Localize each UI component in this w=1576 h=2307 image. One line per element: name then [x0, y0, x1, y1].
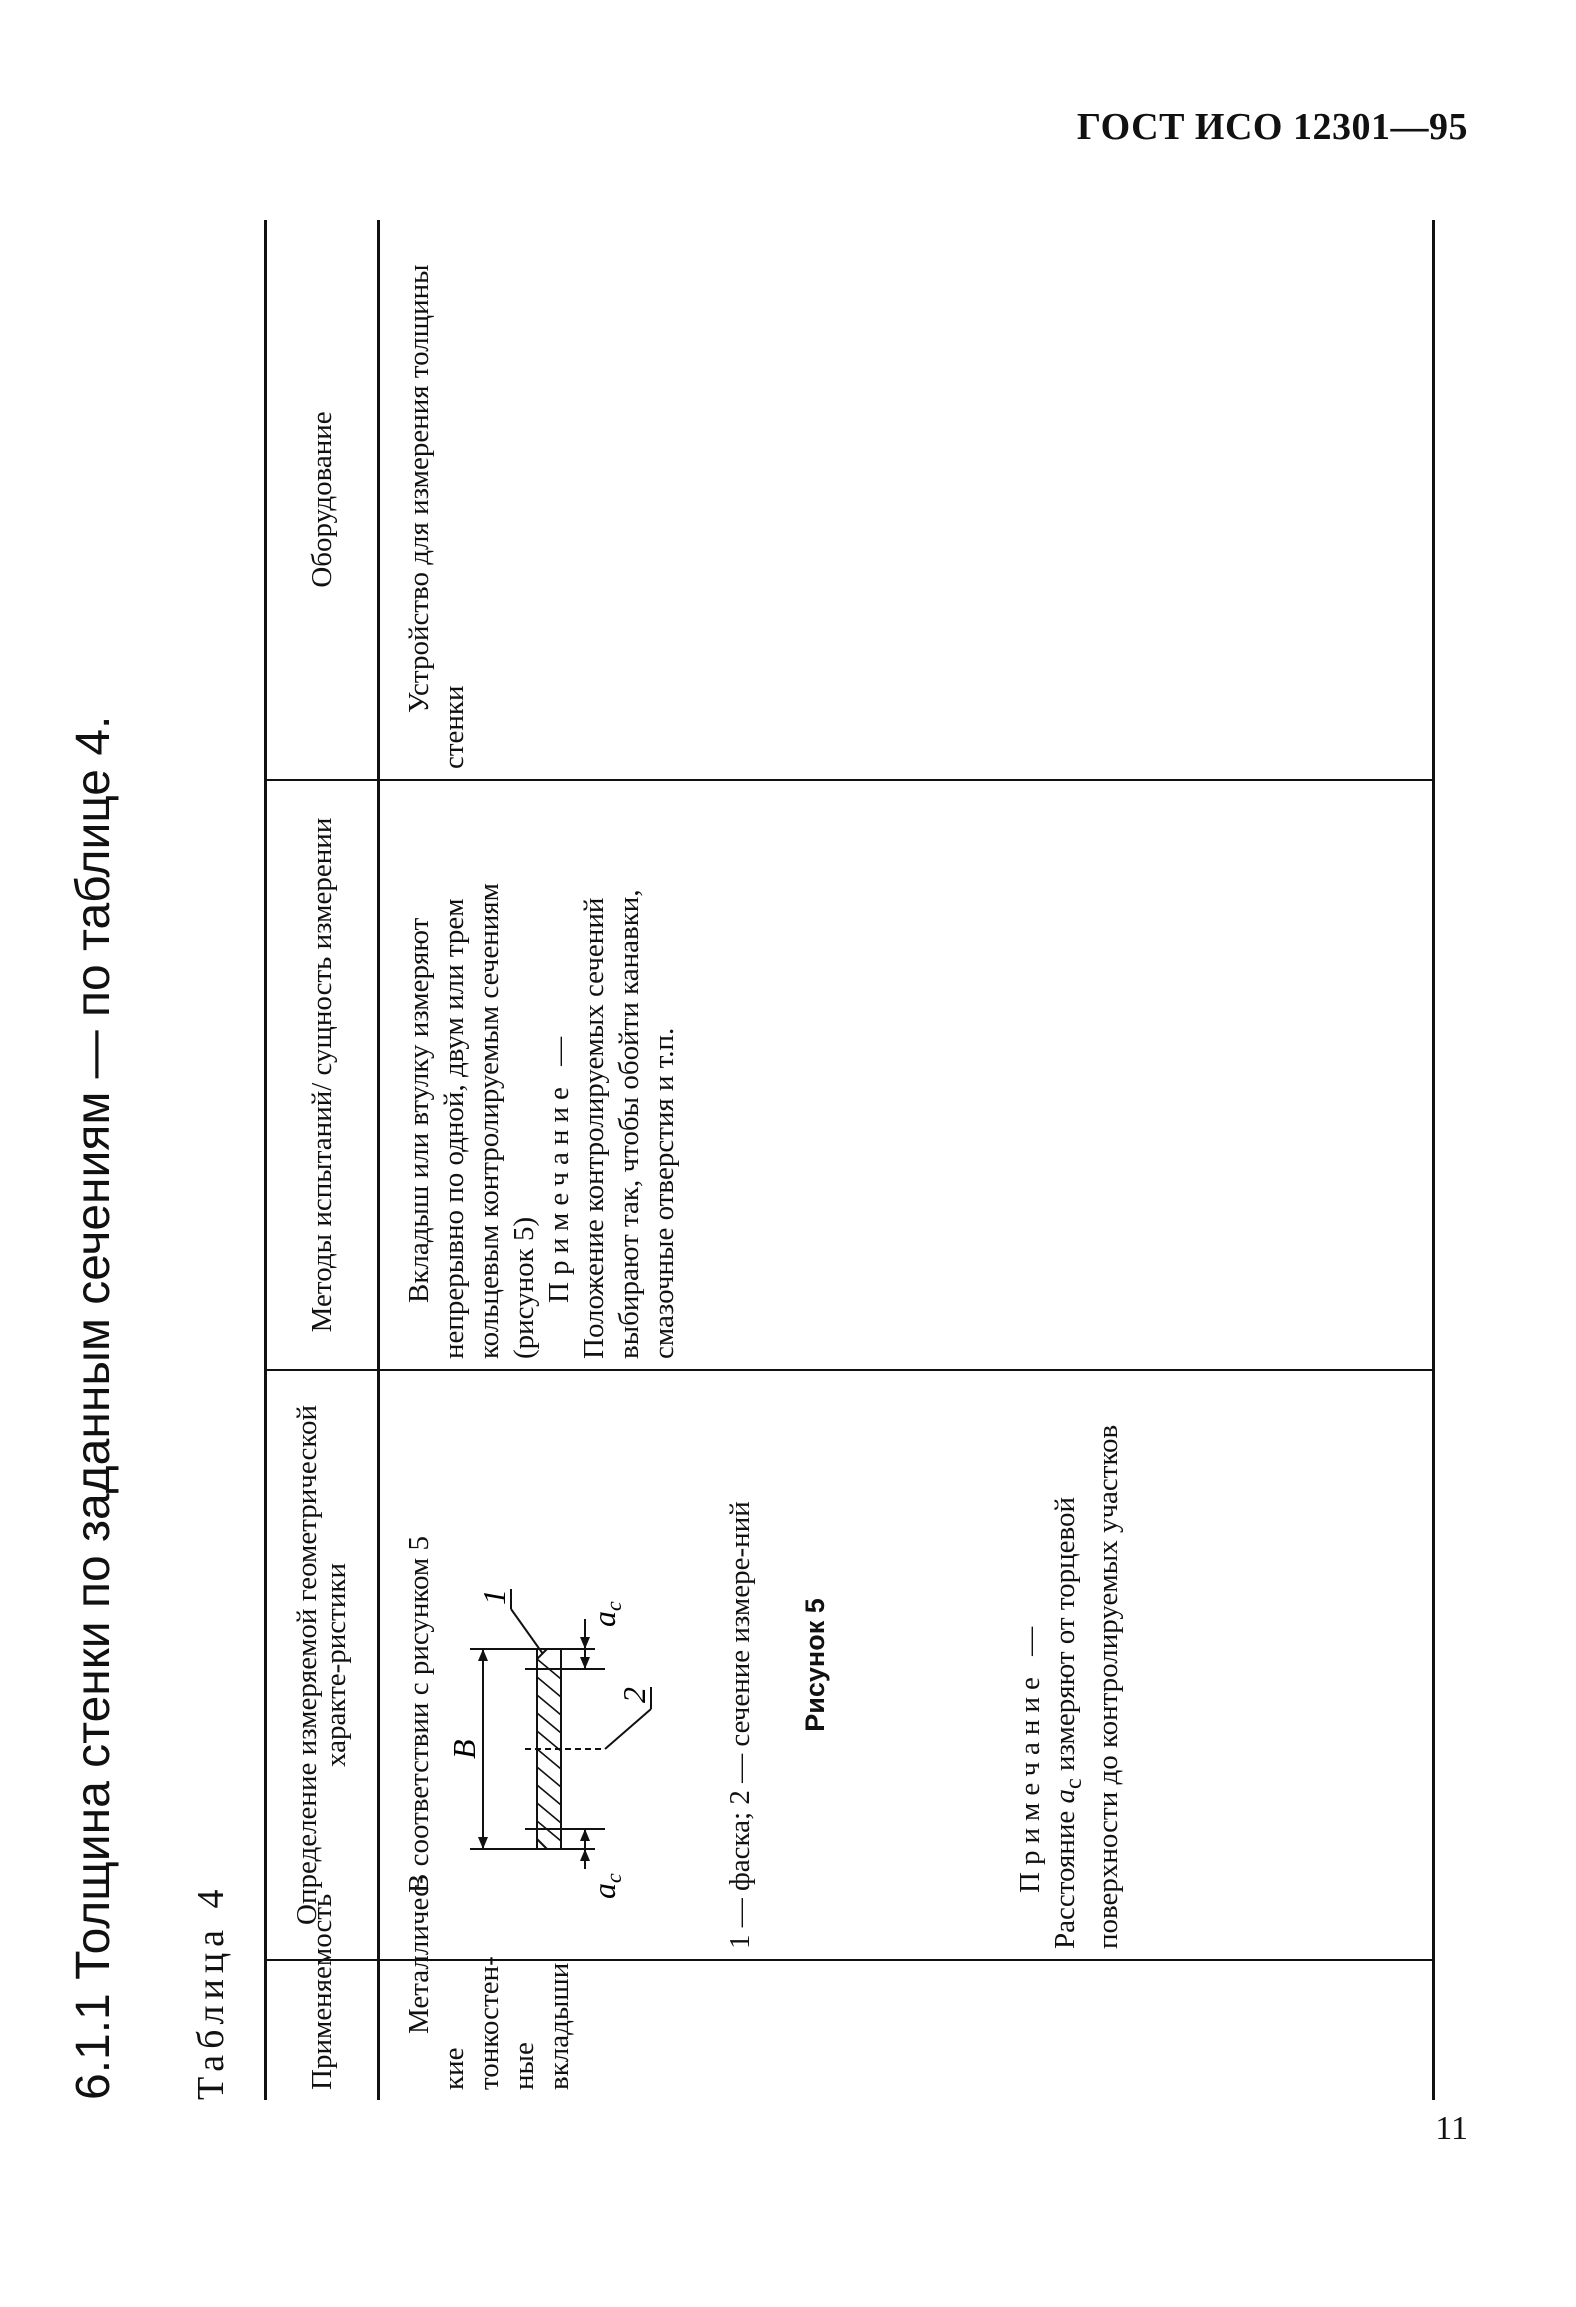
definition-note [1013, 1381, 1126, 1949]
definition-note-text: Расстояние $a_c$ измеряют от торцевой поверхности до контролируемых участков [1049, 1424, 1124, 1949]
arrowhead [478, 1649, 488, 1661]
table-header-row [266, 220, 379, 2100]
requirements-table [264, 220, 1435, 2100]
label-b: B [446, 1739, 482, 1759]
label-ac-left: ac [586, 1873, 626, 1899]
label-ac-right: ac [586, 1601, 626, 1627]
applicability-text: Металличес-кие тонкостен-ные вкладыши [403, 1874, 575, 2090]
rotated-content [64, 180, 1424, 2100]
section-title: 6.1.1 Толщина стенки по заданным сечениям — по таблице 4. [67, 715, 120, 2100]
header-methods: Методы испытаний/ сущность измерении [266, 780, 379, 1370]
cell-methods [379, 780, 1434, 1370]
standard-header: ГОСТ ИСО 12301—95 [1076, 106, 1468, 148]
definition-note-label: Примечание — [1014, 1619, 1046, 1893]
figure-legend: 1 — фаска; 2 — сечение измере-ний [724, 1501, 756, 1949]
label-1: 1 [476, 1589, 512, 1605]
table-row [379, 220, 1434, 2100]
cell-definition [379, 1370, 1434, 1960]
definition-text: В соответствии с рисунком 5 [403, 1535, 435, 1893]
figure-caption: Рисунок 5 [800, 1598, 830, 1732]
method-note-text: Положение контролируемых сечений выбирают так, чтобы обойти канавки, смазочные отверстия и т.п. [578, 889, 680, 1359]
cell-equipment [379, 220, 1434, 780]
method-note-label: Примечание — [543, 1029, 575, 1303]
header-definition: Определение измеряемой геометрической характе-ристики [266, 1370, 379, 1960]
figure-5 [446, 1381, 675, 1949]
header-equipment: Оборудование [266, 220, 379, 780]
header-applicability: Применяемость [266, 1960, 379, 2100]
table-caption: Таблица 4 [190, 1883, 232, 2100]
method-text: Вкладыш или втулку измеряют непрерывно по одной, двум или трем кольцевым контролируемым сечениям (рисунок 5) [403, 883, 540, 1359]
arrowhead [478, 1837, 488, 1849]
page-number: 11 [1435, 2110, 1468, 2147]
label-2: 2 [616, 1687, 652, 1703]
bearing-section-drawing [446, 1579, 675, 1909]
equipment-text: Устройство для измерения толщины стенки [403, 264, 470, 769]
